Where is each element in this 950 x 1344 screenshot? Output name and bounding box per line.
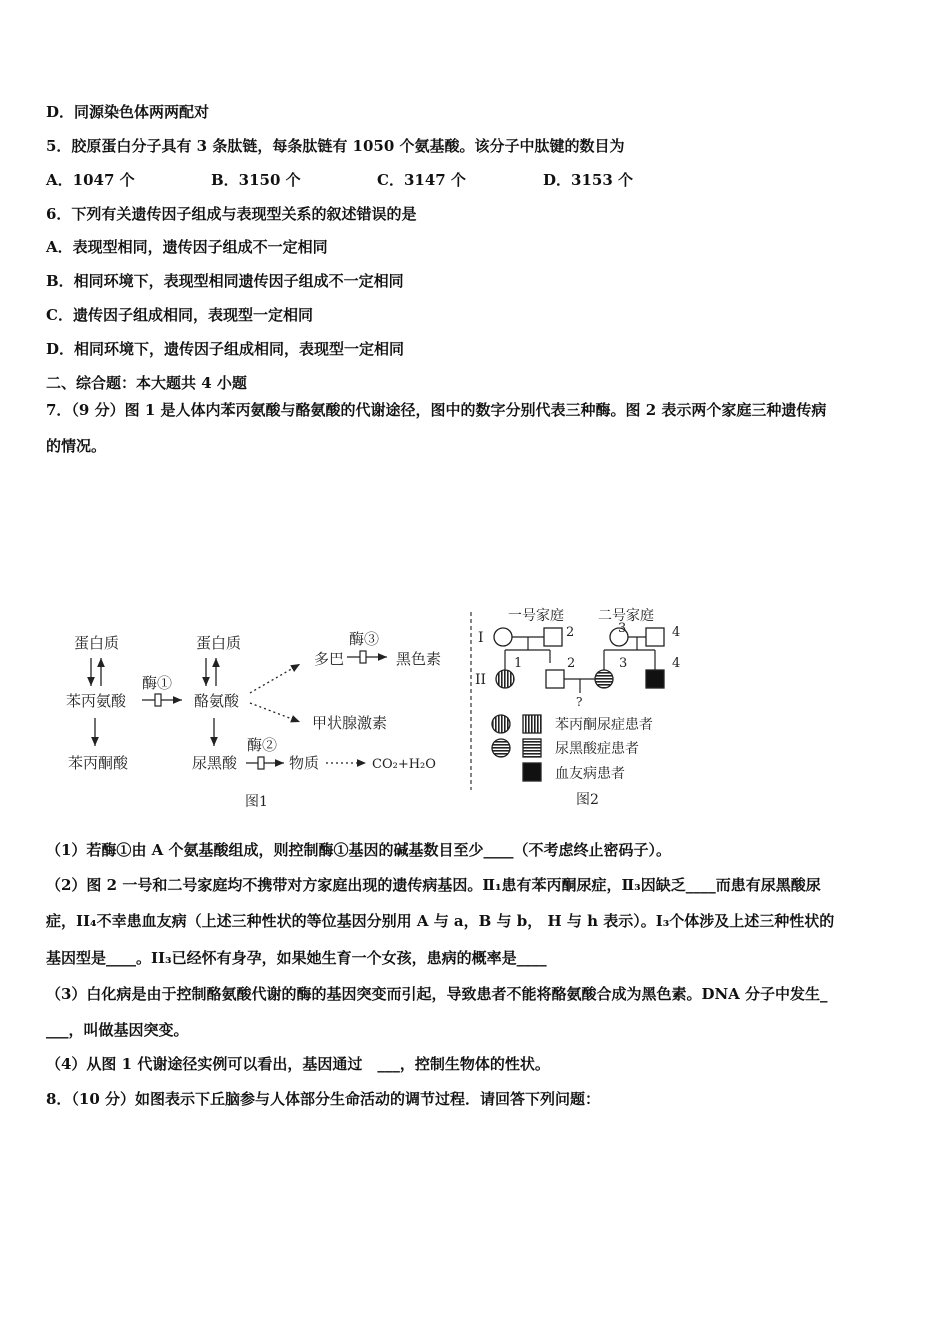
fig1-homogentisic-acid: 尿黑酸 xyxy=(192,754,238,772)
pedigree-label-II2: 2 xyxy=(567,656,576,671)
q8-stem: 8．（10 分）如图表示下丘脑参与人体部分生命活动的调节过程．请回答下列问题： xyxy=(46,1090,601,1108)
section-2-heading: 二、综合题：本大题共 4 小题 xyxy=(46,374,247,392)
pedigree-label-I4: 4 xyxy=(672,625,681,640)
q7-stem-line1: 7．（9 分）图 1 是人体内苯丙氨酸与酪氨酸的代谢途径，图中的数字分别代表三种酶。图 2 表示两个家庭三种遗传病 xyxy=(46,401,827,419)
figure-2-pedigree xyxy=(475,608,680,808)
q7-sub2-line2: 症，II₄不幸患血友病（上述三种性状的等位基因分别用 A 与 a，B 与 b， H 与 h 表示）。I₃个体涉及上述三种性状的 xyxy=(46,912,835,930)
fig2-generation-1: I xyxy=(478,630,484,646)
pedigree-label-I2: 2 xyxy=(566,625,575,640)
fig1-phenylpyruvic-acid: 苯丙酮酸 xyxy=(68,754,129,772)
q5-option-c: C．3147 个 xyxy=(377,171,466,189)
q7-sub2-line1: （2）图 2 一号和二号家庭均不携带对方家庭出现的遗传病基因。Ⅱ₁患有苯丙酮尿症，Ⅱ₃因缺乏____而患有尿黑酸尿 xyxy=(46,876,821,894)
fig1-substance: 物质 xyxy=(289,754,320,772)
fig1-tyrosine: 酪氨酸 xyxy=(194,692,240,710)
legend-alkaptonuria: 尿黑酸症患者 xyxy=(555,741,639,757)
q7-sub3-line2: ___，叫做基因突变。 xyxy=(46,1021,189,1039)
fig2-family-1: 一号家庭 xyxy=(508,608,564,624)
q7-sub3-line1: （3）白化病是由于控制酪氨酸代谢的酶的基因突变而引起，导致患者不能将酪氨酸合成为黑色素。DNA 分子中发生_ xyxy=(46,985,828,1003)
q5-option-a: A．1047 个 xyxy=(46,171,135,189)
pedigree-I4-male xyxy=(646,628,664,646)
q7-stem-line2: 的情况。 xyxy=(46,437,107,455)
fig1-protein-1: 蛋白质 xyxy=(74,634,120,652)
fig2-family-2: 二号家庭 xyxy=(598,608,654,624)
fig1-dopa: 多巴 xyxy=(314,650,345,668)
fig2-caption: 图2 xyxy=(576,792,599,808)
pedigree-label-II1: 1 xyxy=(514,656,523,671)
pedigree-label-II3: 3 xyxy=(619,656,628,671)
q5-option-b: B．3150 个 xyxy=(211,171,301,189)
fig1-product: CO₂+H₂O xyxy=(372,757,436,772)
pedigree-unknown-child: ? xyxy=(576,695,583,709)
pedigree-I1-female xyxy=(494,628,512,646)
q5-option-d: D．3153 个 xyxy=(543,171,633,189)
fig1-melanin: 黑色素 xyxy=(396,650,442,668)
fig1-protein-2: 蛋白质 xyxy=(196,634,242,652)
pedigree-label-II4: 4 xyxy=(672,656,681,671)
q5-stem: 5．胶原蛋白分子具有 3 条肽链，每条肽链有 1050 个氨基酸。该分子中肽键的数目为 xyxy=(46,137,625,155)
pedigree-II3-affected-female xyxy=(595,670,613,688)
legend-pku: 苯丙酮尿症患者 xyxy=(555,717,653,733)
q6-option-b: B．相同环境下，表现型相同遗传因子组成不一定相同 xyxy=(46,272,404,290)
q7-sub2-line3: 基因型是____。II₃已经怀有身孕，如果她生育一个女孩，患病的概率是____ xyxy=(46,949,547,967)
q6-option-c: C．遗传因子组成相同，表现型一定相同 xyxy=(46,306,313,324)
pedigree-II1-affected-female xyxy=(496,670,514,688)
fig1-caption: 图1 xyxy=(245,794,268,810)
legend-hemophilia: 血友病患者 xyxy=(555,766,625,782)
fig1-enzyme-2: 酶② xyxy=(247,736,278,754)
q7-sub1: （1）若酶①由 A 个氨基酸组成，则控制酶①基因的碱基数目至少____（不考虑终止密码子）。 xyxy=(46,841,672,859)
pedigree-I2-male xyxy=(544,628,562,646)
q4-option-d: D．同源染色体两两配对 xyxy=(46,103,210,121)
q6-option-a: A．表现型相同，遗传因子组成不一定相同 xyxy=(46,238,328,256)
pedigree-II4-affected-male xyxy=(646,670,664,688)
q6-stem: 6．下列有关遗传因子组成与表现型关系的叙述错误的是 xyxy=(46,205,417,223)
fig2-generation-2: II xyxy=(475,672,487,688)
pedigree-II2-male xyxy=(546,670,564,688)
q6-option-d: D．相同环境下，遗传因子组成相同，表现型一定相同 xyxy=(46,340,405,358)
q7-sub4: （4）从图 1 代谢途径实例可以看出，基因通过 ___，控制生物体的性状。 xyxy=(46,1055,550,1073)
fig1-phenylalanine: 苯丙氨酸 xyxy=(66,692,127,710)
fig1-enzyme-1: 酶① xyxy=(142,674,173,692)
fig1-thyroxine: 甲状腺激素 xyxy=(312,714,388,732)
figure-1-metabolic-pathway xyxy=(66,630,441,810)
fig1-enzyme-3: 酶③ xyxy=(349,630,380,648)
pedigree-label-I3: 3 xyxy=(618,621,627,636)
